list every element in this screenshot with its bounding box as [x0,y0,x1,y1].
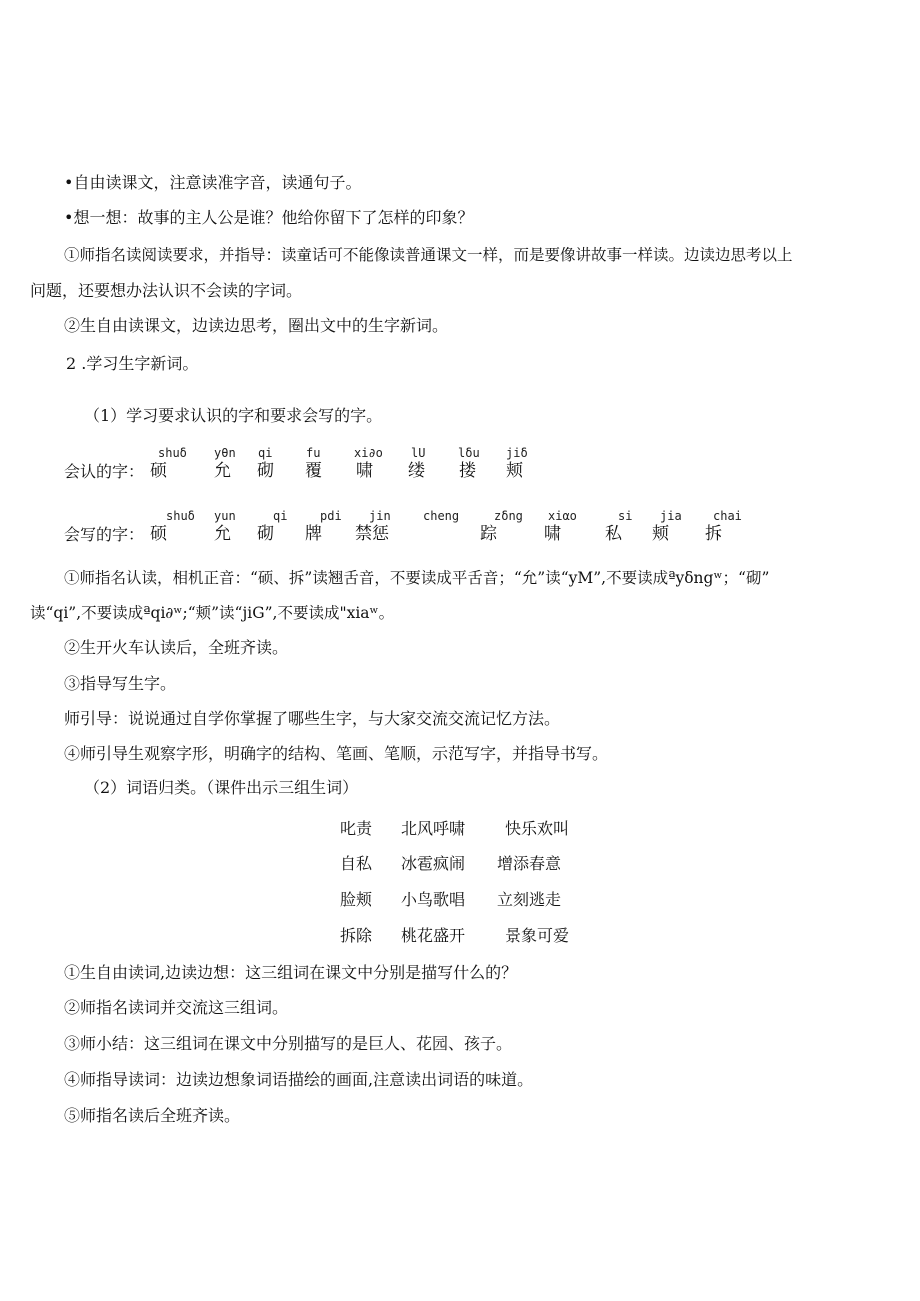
pinyin: qi [273,509,288,523]
pinyin: pdi [320,509,342,523]
pinyin: chai [713,509,742,523]
note-4: ④师引导生观察字形，明确字的结构、笔画、笔顺，示范写字，并指导书写。 [64,744,609,763]
character: 允 [214,524,231,544]
teacher-guide: 师引导：说说通过自学你掌握了哪些生字，与大家交流交流记忆方法。 [64,709,561,728]
character: 颊 [506,461,523,481]
character: 硕 [150,461,167,481]
character: 搂 [459,461,476,481]
character: 禁惩 [355,524,389,544]
step-s3: ③师小结：这三组词在课文中分别描写的是巨人、花园、孩子。 [64,1034,513,1053]
note-3: ③指导写生字。 [64,674,177,693]
pinyin: lU [411,446,426,460]
word-item: 立刻逃走 [497,890,562,909]
character: 覆 [305,461,322,481]
character: 啸 [544,524,561,544]
step-1-line-2: 问题，还要想办法认识不会读的字词。 [30,281,303,300]
word-item: 快乐欢叫 [505,819,570,838]
word-item: 小鸟歌唱 [401,890,466,909]
step-2: ②生自由读课文，边读边思考，圈出文中的生字新词。 [64,316,449,335]
pinyin: fu [306,446,321,460]
pinyin: yθn [214,446,236,460]
pinyin: jin [369,509,391,523]
step-s5: ⑤师指名读后全班齐读。 [64,1106,241,1125]
word-item: 景象可爱 [505,926,570,945]
pinyin: jia [660,509,682,523]
pinyin: yun [214,509,236,523]
pinyin: si [618,509,633,523]
word-item: 拆除 [340,926,373,945]
character: 牌 [305,524,322,544]
pinyin: cheng [423,509,460,523]
pinyin: jiδ [506,446,528,460]
pinyin: shuδ [166,509,195,523]
character: 踪 [480,524,497,544]
character: 颊 [652,524,669,544]
intro-bullet-2: •想一想：故事的主人公是谁？他给你留下了怎样的印象？ [64,208,474,227]
word-item: 桃花盛开 [401,926,466,945]
word-item: 增添春意 [497,854,562,873]
word-item: 叱责 [340,819,373,838]
note-2: ②生开火车认读后，全班齐读。 [64,638,289,657]
character: 硕 [150,524,167,544]
step-s2: ②师指名读词并交流这三组词。 [64,998,289,1017]
pinyin: xi∂o [354,446,383,460]
subsection-1-heading: （1）学习要求认识的字和要求会写的字。 [84,406,383,425]
character: 砌 [257,461,274,481]
character: 拆 [705,524,722,544]
pinyin: shuδ [158,446,187,460]
intro-bullet-1: •自由读课文，注意读准字音，读通句子。 [64,173,362,192]
pinyin: lδu [458,446,480,460]
character: 允 [214,461,231,481]
character: 私 [605,524,622,544]
step-s1: ①生自由读词,边读边想：这三组词在课文中分别是描写什么的？ [64,963,518,982]
step-s4: ④师指导读词：边读边想象词语描绘的画面,注意读出词语的味道。 [64,1070,534,1089]
pinyin: xiαo [548,509,577,523]
word-item: 自私 [340,854,373,873]
step-1-line-1: ①师指名读阅读要求，并指导：读童话可不能像读普通课文一样，而是要像讲故事一样读。边读边思考以上 [64,246,793,264]
word-item: 冰雹疯闹 [401,854,466,873]
note-1-line-2: 读“qi”,不要读成ªqi∂ʷ;“颊”读“jiG”,不要读成"xiaʷ。 [30,604,395,622]
character: 缕 [408,461,425,481]
write-label: 会写的字： [64,525,145,544]
pinyin: zδng [494,509,523,523]
character: 砌 [257,524,274,544]
word-item: 北风呼啸 [401,819,466,838]
note-1-line-1: ①师指名认读，相机正音：“硕、拆”读翘舌音，不要读成平舌音；“允”读“yM”,不要读成ªyδngʷ；“砌” [64,569,770,587]
pinyin: qi [258,446,273,460]
subsection-2-heading: （2）词语归类。（课件出示三组生词） [84,778,359,797]
section-2-heading: 2 .学习生字新词。 [66,354,199,373]
recognize-label: 会认的字： [64,462,145,481]
character: 啸 [356,461,373,481]
word-item: 脸颊 [340,890,373,909]
